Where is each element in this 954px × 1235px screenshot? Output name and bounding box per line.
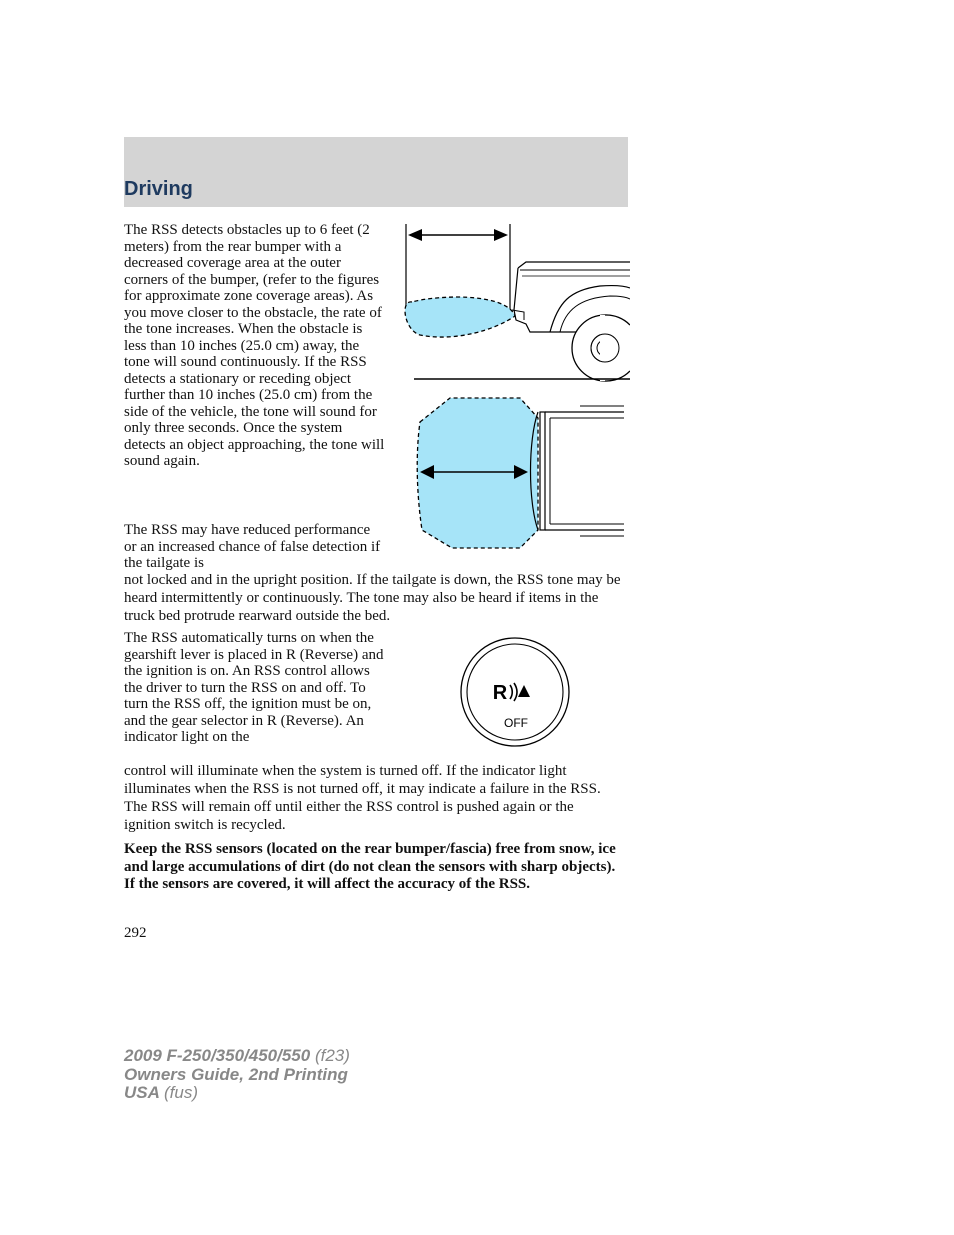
section-title: Driving [124, 178, 193, 200]
footer-line-3 [124, 1084, 350, 1103]
paragraph-rss-control-bottom: control will illuminate when the system is turned off. If the indicator light illuminates when the RSS is not turned off, it may indicate a failure in the RSS. The RSS will remain off until either the RSS control is pushed again or the ignition switch is recycled. [124, 763, 601, 833]
rss-button-off-label: OFF [504, 716, 528, 730]
paragraph-rss-control-top: The RSS automatically turns on when the gearshift lever is placed in R (Reverse) and the ignition is on. An RSS control allows the driver to turn the RSS on and off. To turn the RSS off, the ignition must be on, and the gear selector in R (Reverse). An indicator light on the [124, 630, 384, 745]
paragraph-tailgate-top: The RSS may have reduced performance or an increased chance of false detection if the tailgate is [124, 522, 381, 571]
rss-top-view-figure [410, 390, 630, 555]
paragraph-tailgate-bottom: not locked and in the upright position. If the tailgate is down, the RSS tone may be heard intermittently or continuously. The tone may also be heard if items in the truck bed protrude rearward outside the bed. [124, 572, 621, 624]
paragraph-rss-detection: The RSS detects obstacles up to 6 feet (2 meters) from the rear bumper with a decreased coverage area at the outer corners of the bumper, (refer to the figures for approximate zone coverage areas). As you move closer to the obstacle, the rate of the tone increases. When the obstacle is less than 10 inches (25.0 cm) away, the tone will sound continuously. If the RSS detects a stationary or receding object further than 10 inches (25.0 cm) from the side of the vehicle, the tone will sound for only three seconds. Once the system detects an object approaching, the tone will sound again. [124, 222, 385, 469]
rss-control-button-figure [458, 635, 572, 749]
footer-market: USA [124, 1083, 160, 1102]
footer-line-1 [124, 1047, 350, 1066]
header-band [124, 137, 628, 207]
footer-market-code: (fus) [164, 1083, 198, 1102]
footer-line-2: Owners Guide, 2nd Printing [124, 1064, 348, 1084]
footer-model: 2009 F-250/350/450/550 [124, 1046, 311, 1065]
footer [124, 1047, 350, 1103]
side-coverage-zone [405, 297, 515, 337]
footer-model-code: (f23) [314, 1046, 350, 1065]
warning-text: Keep the RSS sensors (located on the rear bumper/fascia) free from snow, ice and large accumulations of dirt (do not clean the sensors with sharp objects). If the sensors are covered, it will affect the accuracy of the RSS. [124, 841, 616, 892]
rss-side-view-figure [400, 220, 630, 385]
page-number: 292 [124, 925, 147, 941]
rss-button-letter: R [492, 682, 508, 704]
